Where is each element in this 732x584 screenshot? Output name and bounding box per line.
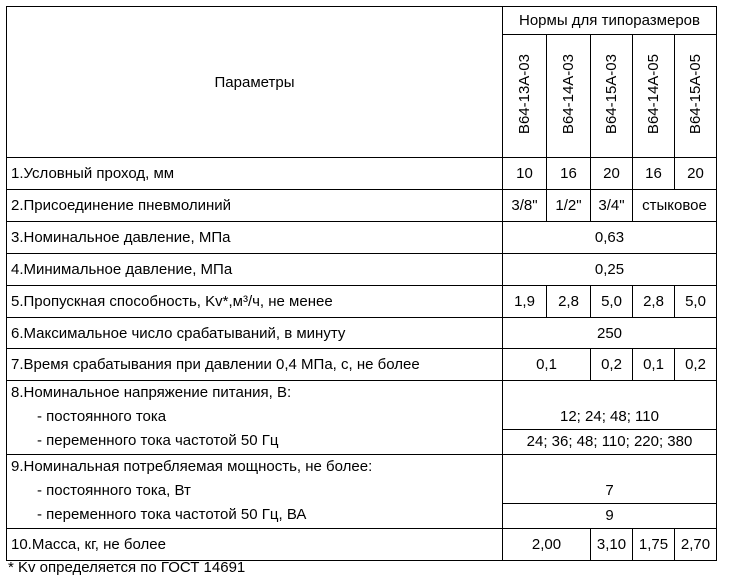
row-sublabel: - постоянного тока, Вт (37, 482, 191, 499)
table-row (7, 455, 717, 529)
cell-value: 0,1 (503, 349, 591, 381)
cell-value-group (503, 381, 717, 455)
table-row (7, 286, 717, 318)
cell-value: 20 (675, 158, 717, 190)
row-label-group (7, 381, 503, 455)
cell-value: 2,70 (675, 529, 717, 561)
model-header: В64-13А-03 (503, 35, 547, 158)
cell-value-group (503, 455, 717, 529)
cell-value: 2,8 (633, 286, 675, 318)
cell-value: 20 (591, 158, 633, 190)
model-header: В64-14А-03 (547, 35, 591, 158)
cell-value: 0,25 (503, 254, 717, 286)
row-label: 1.Условный проход, мм (7, 158, 503, 190)
cell-value: 5,0 (591, 286, 633, 318)
cell-value: 5,0 (675, 286, 717, 318)
row-sublabel: - постоянного тока (37, 408, 167, 425)
row-label: 7.Время срабатывания при давлении 0,4 МПа, с, не более (7, 349, 503, 381)
cell-value: 16 (547, 158, 591, 190)
model-header: В64-14А-05 (633, 35, 675, 158)
row-label: 9.Номинальная потребляемая мощность, не более: (11, 458, 373, 475)
row-label: 10.Масса, кг, не более (7, 529, 503, 561)
cell-value: 3/8" (503, 190, 547, 222)
row-label: 2.Присоединение пневмолиний (7, 190, 503, 222)
cell-value: 3,10 (591, 529, 633, 561)
row-label: 3.Номинальное давление, МПа (7, 222, 503, 254)
cell-value: 0,2 (591, 349, 633, 381)
cell-value: 0,2 (675, 349, 717, 381)
row-label: 4.Минимальное давление, МПа (7, 254, 503, 286)
model-header: В64-15А-05 (675, 35, 717, 158)
cell-value: 250 (503, 318, 717, 349)
norms-header: Нормы для типоразмеров (503, 7, 717, 35)
row-label-group (7, 455, 503, 529)
row-sublabel: - переменного тока частотой 50 Гц (37, 432, 279, 449)
table-row (7, 349, 717, 381)
cell-value: 10 (503, 158, 547, 190)
table-row (7, 381, 717, 455)
table-row (7, 529, 717, 561)
cell-value: 1,9 (503, 286, 547, 318)
cell-value: 16 (633, 158, 675, 190)
table-row (7, 254, 717, 286)
cell-value: 2,8 (547, 286, 591, 318)
cell-value: 9 (503, 503, 716, 528)
table-row (7, 318, 717, 349)
cell-value: 1,75 (633, 529, 675, 561)
table-row (7, 222, 717, 254)
model-header: В64-15А-03 (591, 35, 633, 158)
cell-value: 7 (605, 482, 614, 499)
row-label: 8.Номинальное напряжение питания, В: (11, 384, 292, 401)
header-row (7, 7, 717, 35)
row-label: 5.Пропускная способность, Kv*,м³/ч, не менее (7, 286, 503, 318)
cell-value: 1/2" (547, 190, 591, 222)
params-header: Параметры (7, 7, 503, 158)
cell-value: 24; 36; 48; 110; 220; 380 (503, 429, 716, 454)
cell-value: 3/4" (591, 190, 633, 222)
specification-table (6, 6, 717, 561)
footnote: * Kv определяется по ГОСТ 14691 (8, 559, 246, 576)
cell-value: стыковое (633, 190, 717, 222)
cell-value: 0,1 (633, 349, 675, 381)
cell-value: 12; 24; 48; 110 (560, 408, 659, 425)
row-sublabel: - переменного тока частотой 50 Гц, ВА (37, 506, 307, 523)
table-row (7, 158, 717, 190)
cell-value: 2,00 (503, 529, 591, 561)
cell-value: 0,63 (503, 222, 717, 254)
row-label: 6.Максимальное число срабатываний, в минуту (7, 318, 503, 349)
table-row (7, 190, 717, 222)
